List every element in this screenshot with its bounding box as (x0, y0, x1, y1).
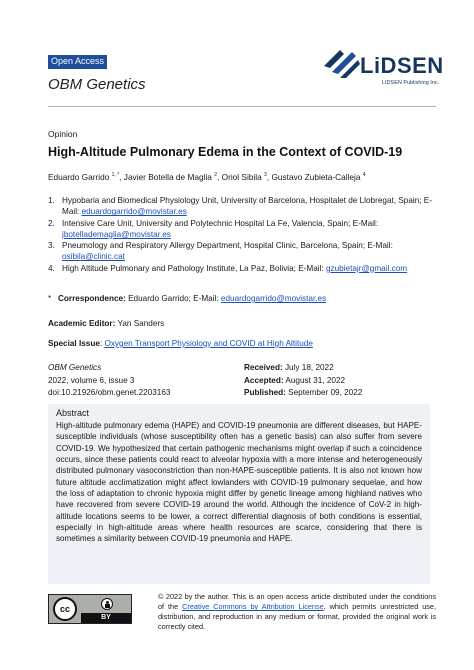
abstract-text: High-altitude pulmonary edema (HAPE) and COVID-19 pneumonia are different diseases, but HAPE-susceptible individuals (whose susceptibility often has a genetic basis) can also suffer from severe COVID-19. We hypothesized that certain pathogenic mechanisms might overlap if such a coincidence occurs, since these patients could react to alveolar hypoxia with a more intense and heterogeneously distributed pulmonary vasoconstriction than non-HAPE-susceptible patients. It is also not known how future altitude acclimatization might affect lowlanders with COVID-19 pulmonary sequelae, and how the loss of adaptation to chronic hypoxia might differ by genetic lineage among highland natives who have recovered from severe COVID-19 around the world. Although the incidence of CoV-2 in high-altitude locations seems to be lower, a correct differential diagnosis of both conditions is essential, especially in high-altitude areas where health resources are scarce, considering that there is sometimes a similarity between COVID-19 pneumonia and HAPE. (56, 421, 422, 544)
lidsen-logo-icon (322, 46, 362, 82)
published-date: Published: September 09, 2022 (244, 388, 363, 397)
author-name: Eduardo Garrido (48, 172, 110, 182)
author-affil-mark: 2 (214, 172, 217, 178)
license-text: © 2022 by the author. This is an open access article distributed under the conditions of the Creative Commons by Attribution License, which permits unrestricted use, distribution, and reproduction in any medium or format, provided the original work is correctly cited. (158, 592, 436, 632)
meta-volume: 2022, volume 6, issue 3 (48, 375, 135, 385)
logo-subtitle: LIDSEN Publishing Inc. (382, 80, 440, 86)
author-affil-mark: 3 (264, 172, 267, 178)
accepted-date: Accepted: August 31, 2022 (244, 375, 346, 385)
author-name: Oriol Sibila (221, 172, 262, 182)
publication-dates (244, 362, 362, 400)
affiliation-item: 2. Intensive Care Unit, University and Polytechnic Hospital La Fe, Valencia, Spain; E-Mail: jbotellademaglia@movistar.es (48, 218, 379, 239)
correspondence-email-link[interactable]: eduardogarrido@movistar.es (220, 294, 327, 303)
attribution-person-icon (101, 598, 113, 610)
email-link[interactable]: gzubietajr@gmail.com (325, 263, 408, 273)
cc-by-license-icon[interactable] (48, 594, 132, 624)
author-list: Eduardo Garrido $^{1, *}$, Javier Botella de Maglia $^2$, Oriol Sibila $^3$, Gustavo Zubieta-Calleja $^4$ (48, 172, 366, 182)
publication-info (48, 362, 170, 400)
affiliation-item: 3. Pneumology and Respiratory Allergy Department, Hospital Clinic, Barcelona, Spain; E-Mail: osibila@clinic.cat (48, 241, 393, 262)
affiliation-list (48, 195, 438, 274)
logo-wordmark: LiDSEN (360, 53, 444, 78)
author-affil-mark: 1, * (111, 172, 120, 178)
email-link[interactable]: osibila@clinic.cat (62, 252, 125, 262)
publisher-logo (322, 44, 444, 94)
email-link[interactable]: jbotellademaglia@movistar.es (62, 229, 171, 239)
special-issue-link[interactable]: Oxygen Transport Physiology and COVID at High Altitude (104, 339, 313, 348)
academic-editor: Academic Editor: Yan Sanders (48, 319, 165, 328)
journal-name: OBM Genetics (48, 76, 146, 93)
meta-journal: OBM Genetics (48, 363, 102, 372)
author-affil-mark: 4 (362, 172, 366, 178)
header-divider (48, 106, 436, 107)
article-title: High-Altitude Pulmonary Edema in the Context of COVID-19 (48, 145, 403, 159)
abstract-heading: Abstract (56, 408, 90, 418)
special-issue: Special Issue: Oxygen Transport Physiology and COVID at High Altitude (48, 339, 313, 348)
by-label: BY (81, 613, 131, 623)
received-date: Received: July 18, 2022 (244, 363, 334, 372)
correspondence: * Correspondence: Eduardo Garrido; E-Mail: eduardogarrido@movistar.es (48, 294, 327, 303)
affiliation-item: 1. Hypobaria and Biomedical Physiology Unit, University of Barcelona, Hospitalet de Llobregat, Spain; E-Mail: eduardogarrido@movistar.es (48, 196, 432, 217)
author-name: Gustavo Zubieta-Calleja (271, 172, 361, 182)
author-name: Javier Botella de Maglia (123, 172, 212, 182)
article-category: Opinion (48, 129, 78, 139)
email-link[interactable]: eduardogarrido@movistar.es (81, 207, 187, 217)
license-link[interactable]: Creative Commons by Attribution License (182, 602, 324, 612)
cc-icon: cc (53, 597, 77, 621)
correspondence-label: Correspondence: (58, 294, 126, 303)
affiliation-item: 4. High Altitude Pulmonary and Pathology Institute, La Paz, Bolivia; E-Mail: gzubietajr@gmail.com (48, 263, 408, 273)
meta-doi: doi:10.21926/obm.genet.2203163 (48, 388, 171, 397)
open-access-badge: Open Access (48, 55, 107, 69)
